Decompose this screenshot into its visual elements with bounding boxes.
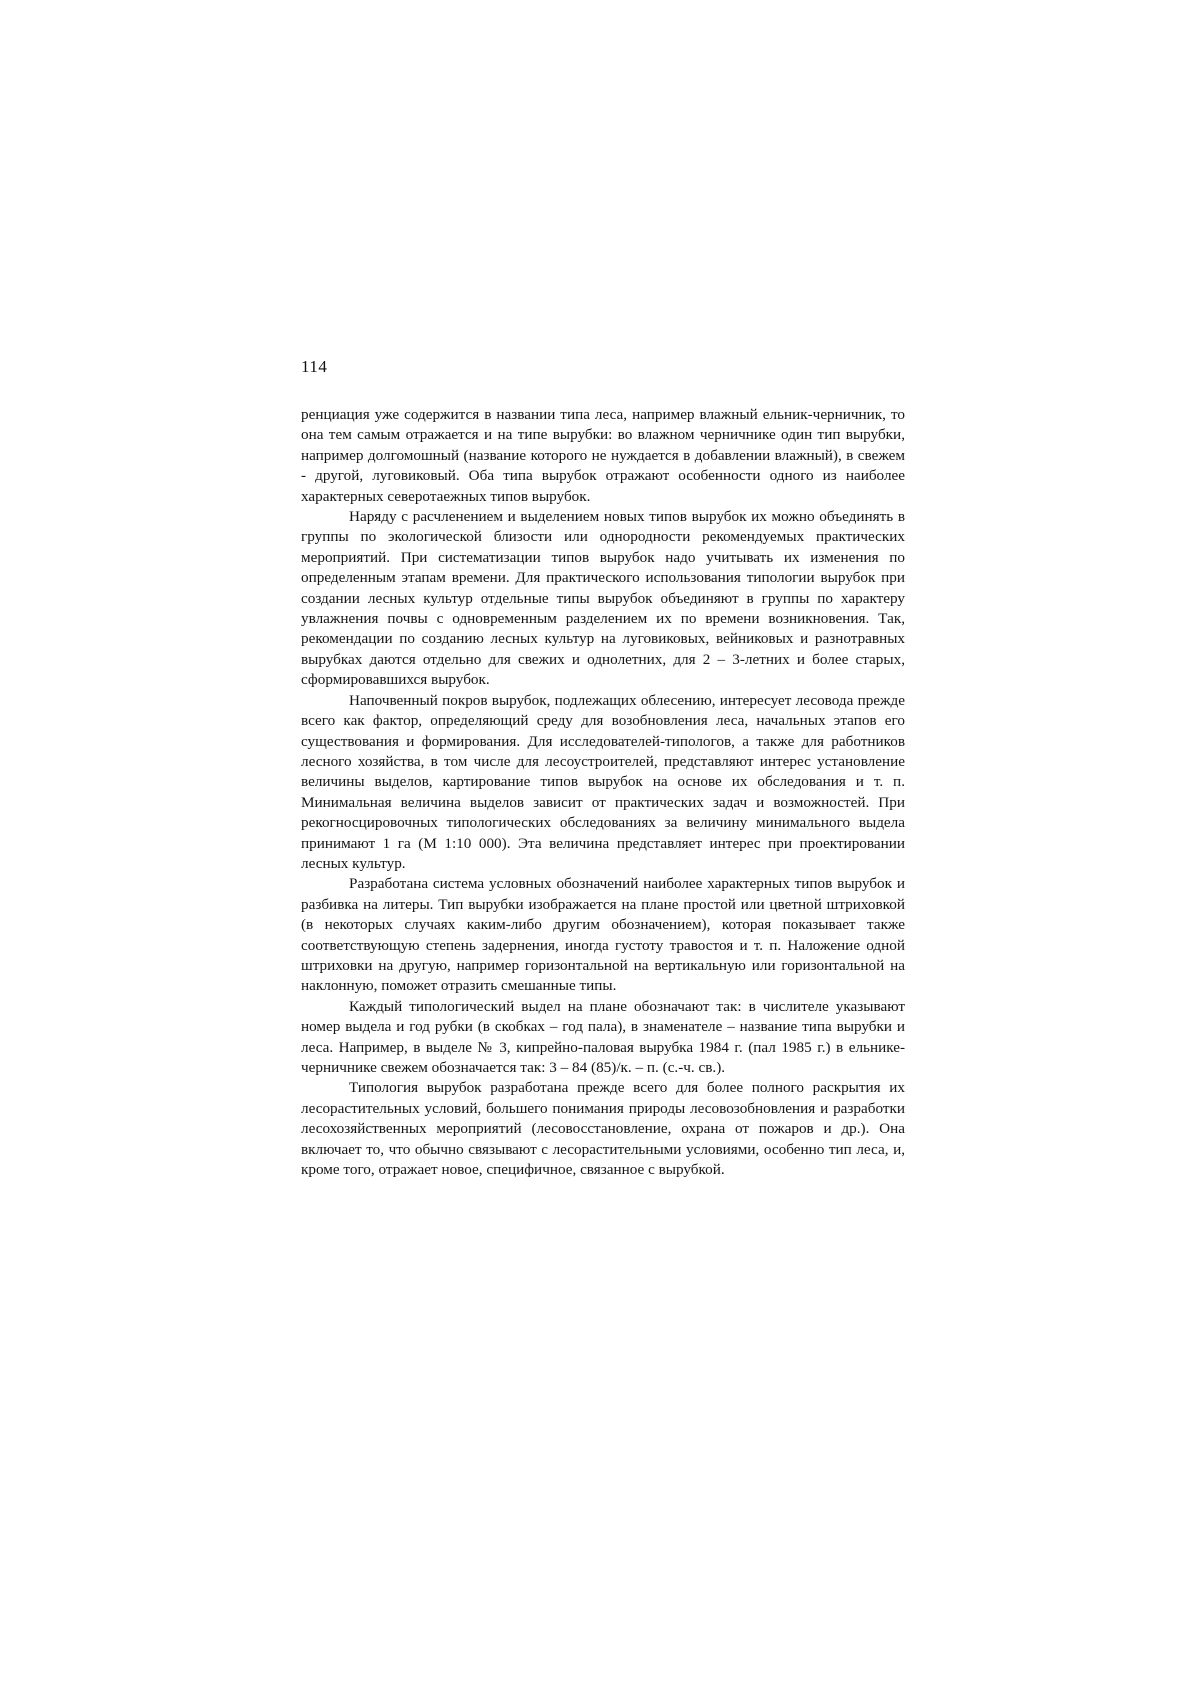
paragraph-2: Наряду с расчленением и выделением новых типов вырубок их можно объединять в группы по экологической близости или однородности рекомендуемых практических мероприятий. При систематизации типов вырубок надо учитывать их изменения по определенным этапам времени. Для практического использования типологии вырубок при создании лесных культур отдельные типы вырубок объединяют в группы по характеру увлажнения почвы с одновременным разделением их по времени возникновения. Так, рекомендации по созданию лесных культур на луговиковых, вейниковых и разнотравных вырубках даются отдельно для свежих и однолетних, для 2 – 3-летних и более старых, сформировавшихся вырубок.	[301, 508, 905, 689]
page-number: 114	[301, 357, 328, 376]
paragraph-5: Каждый типологический выдел на плане обозначают так: в числителе указывают номер выдела и год рубки (в скобках – год пала), в знаменателе – название типа вырубки и леса. Например, в выделе № 3, кипрейно-паловая вырубка 1984 г. (пал 1985 г.) в ельнике-черничнике свежем обозначается так: 3 – 84 (85)/к. – п. (с.-ч. св.).	[301, 997, 905, 1076]
paragraph-6: Типология вырубок разработана прежде всего для более полного раскрытия их лесорастительных условий, большего понимания природы лесовозобновления и разработки лесохозяйственных мероприятий (лесовосстановление, охрана от пожаров и др.). Она включает то, что обычно связывают с лесорастительными условиями, особенно тип леса, и, кроме того, отражает новое, специфичное, связанное с вырубкой.	[301, 1079, 905, 1179]
paragraph-4: Разработана система условных обозначений наиболее характерных типов вырубок и разбивка на литеры. Тип вырубки изображается на плане простой или цветной штриховкой (в некоторых случаях каким-либо другим обозначением), которая показывает также соответствующую степень задернения, иногда густоту травостоя и т. п. Наложение одной штриховки на другую, например горизонтальной на вертикальную или горизонтальной на наклонную, поможет отразить смешанные типы.	[301, 875, 905, 995]
paragraph-1: ренциация уже содержится в названии типа леса, например влажный ельник-черничник, то она тем самым отражается и на типе вырубки: во влажном черничнике один тип вырубки, например долгомошный (название которого не нуждается в добавлении влажный), в свежем - другой, луговиковый. Оба типа вырубок отражают особенности одного из наиболее характерных северотаежных типов вырубок.	[301, 406, 905, 505]
paragraph-3: Напочвенный покров вырубок, подлежащих облесению, интересует лесовода прежде всего как фактор, определяющий среду для возобновления леса, начальных этапов его существования и формирования. Для исследователей-типологов, а также для работников лесного хозяйства, в том числе для лесоустроителей, представляют интерес установление величины выделов, картирование типов вырубок на основе их обследования и т. п. Минимальная величина выделов зависит от практических задач и возможностей. При рекогносцировочных типологических обследованиях за величину минимального выдела принимают 1 га (М 1:10 000). Эта величина представляет интерес при проектировании лесных культур.	[301, 691, 905, 872]
body-text	[301, 405, 905, 1180]
